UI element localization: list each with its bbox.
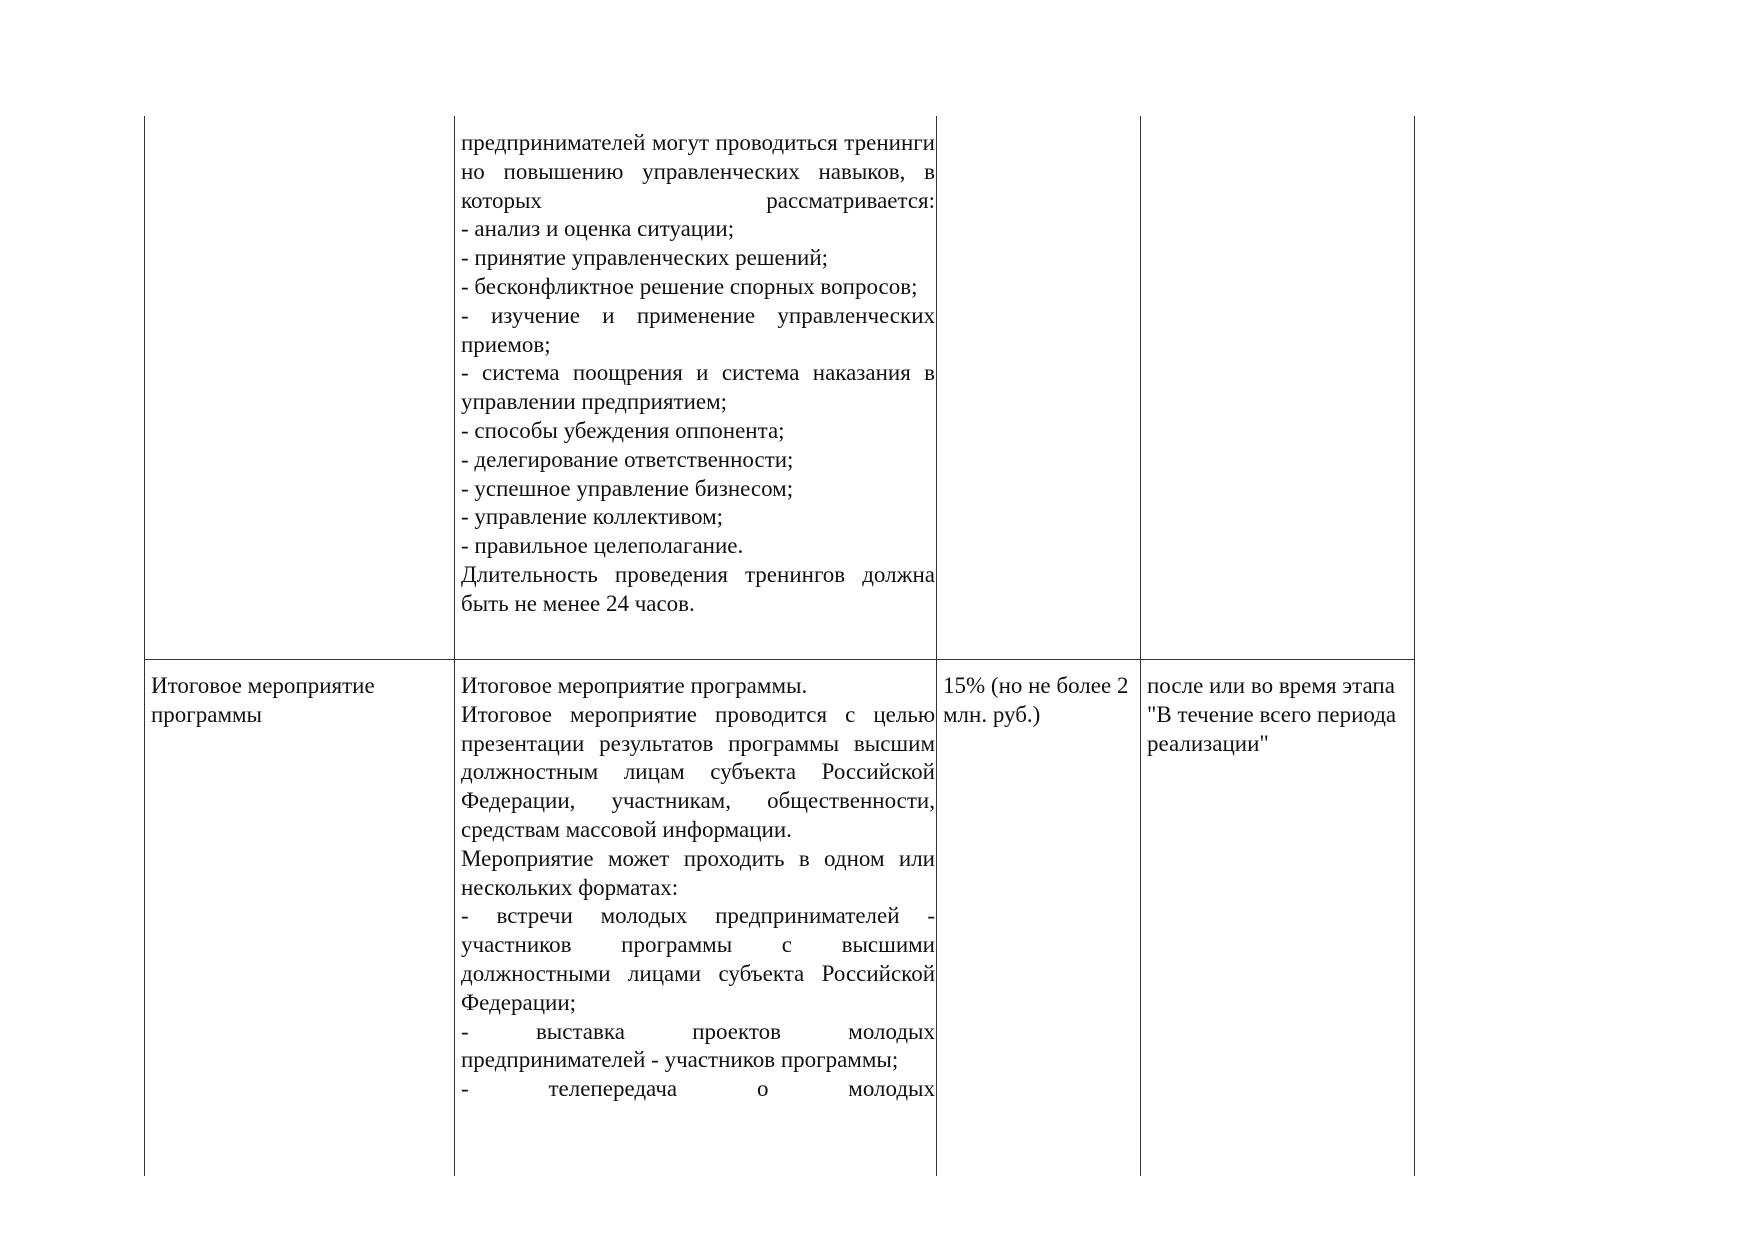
document-table <box>144 116 1414 1176</box>
list-item: - успешное управление бизнесом; <box>461 475 794 501</box>
list-item: - выставка проектов молодых предпринимателей - участников программы; <box>461 1018 935 1073</box>
column-border-3 <box>936 116 937 1176</box>
list-item: - встречи молодых предпринимателей - участников программы с высшими должностными лицами субъекта Российской Федерации; <box>461 903 935 1015</box>
list-item: - управление коллективом; <box>461 504 724 530</box>
paragraph: Итоговое мероприятие проводится с целью презентации результатов программы высшим должностным лицам субъекта Российской Федерации, участникам, общественности, средствам массовой информации. <box>461 701 935 842</box>
list-item: - делегирование ответственности; <box>461 446 794 472</box>
list-item: - способы убеждения оппонента; <box>461 417 785 443</box>
paragraph: Длительность проведения тренингов должна быть не менее 24 часов. <box>461 561 935 616</box>
event-name: Итоговое мероприятие программы <box>151 673 375 727</box>
row-separator <box>144 659 1414 660</box>
paragraph: Итоговое мероприятие программы. <box>461 673 808 698</box>
list-item: - бесконфликтное решение спорных вопросов; <box>461 273 918 299</box>
list-item: - телепередача о молодых <box>461 1076 935 1102</box>
list-item: - правильное целеполагание. <box>461 533 744 559</box>
row2-share-cell <box>943 672 1133 730</box>
paragraph: Мероприятие может проходить в одном или нескольких форматах: <box>461 845 935 900</box>
funding-share: 15% (но не более 2 млн. руб.) <box>943 673 1129 727</box>
list-item: - анализ и оценка ситуации; <box>461 216 735 242</box>
column-border-4 <box>1140 116 1141 1176</box>
stage-text: после или во время этапа "В течение всего периода реализации" <box>1147 673 1397 756</box>
list-item: - система поощрения и система наказания в управлении предприятием; <box>461 360 935 415</box>
column-border-5 <box>1414 116 1415 1176</box>
row1-description-cell <box>461 129 935 619</box>
row2-description-cell <box>461 672 935 1104</box>
column-border-1 <box>144 116 145 1176</box>
paragraph: предпринимателей могут проводиться тренинги но повышению управленческих навыков, в которых рассматривается: <box>461 130 935 213</box>
row2-stage-cell <box>1147 672 1409 758</box>
row2-name-cell <box>151 672 441 730</box>
list-item: - изучение и применение управленческих приемов; <box>461 302 935 357</box>
list-item: - принятие управленческих решений; <box>461 245 829 271</box>
column-border-2 <box>454 116 455 1176</box>
